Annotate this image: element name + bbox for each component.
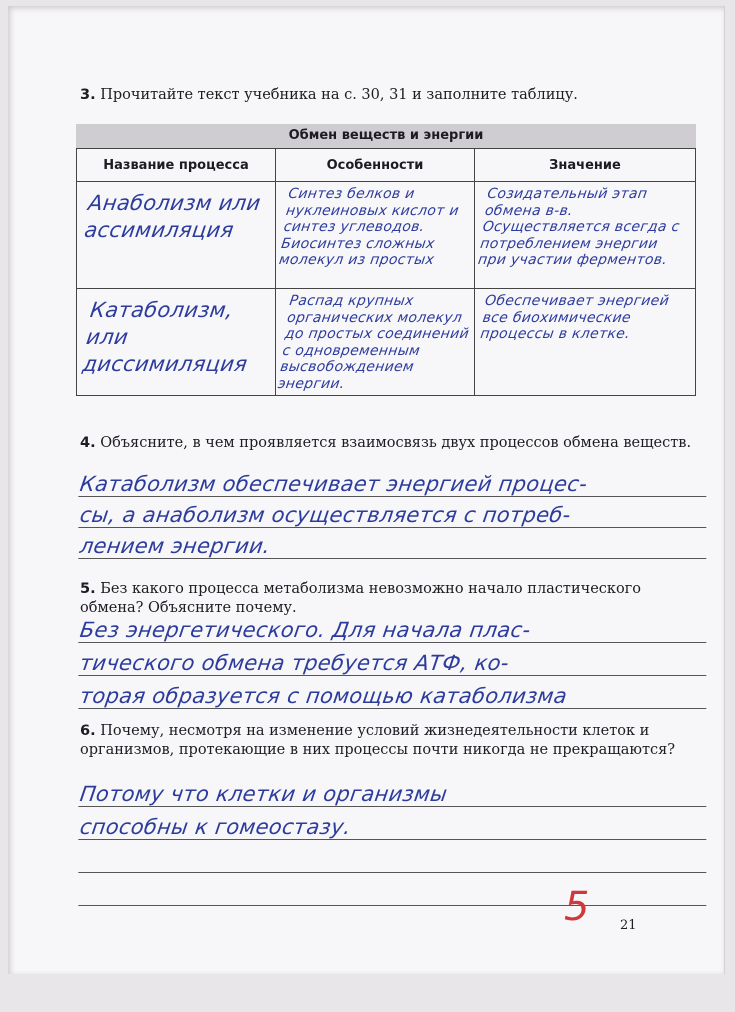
cell-process-name [77, 182, 276, 289]
task-5 [80, 580, 700, 618]
task-5-number: 5. [80, 581, 96, 597]
handwritten-answer: Катаболизм, или диссимиляция [81, 298, 250, 376]
task-3 [80, 86, 700, 105]
page-number: 21 [620, 918, 637, 933]
task-6-text: Почему, несмотря на изменение условий жизнедеятельности клеток и организмов, протекающие в них процессы почти никогда не прекращаются? [80, 723, 676, 758]
task-6-answer [80, 782, 708, 906]
answer-line: Потому что клетки и организмы [78, 782, 710, 807]
answer-line: способны к гомеостазу. [78, 815, 710, 840]
cell-meaning [475, 289, 696, 396]
answer-line [78, 848, 710, 873]
answer-line: торая образуется с помощью катаболизма [78, 684, 710, 709]
header-features: Особенности [276, 149, 475, 182]
task-4-number: 4. [80, 435, 96, 451]
task-3-text: Прочитайте текст учебника на с. 30, 31 и заполните таблицу. [100, 87, 578, 103]
table-row [77, 182, 696, 289]
answer-line: сы, а анаболизм осуществляется с потреб- [78, 503, 710, 528]
task-3-number: 3. [80, 87, 96, 103]
task-5-text: Без какого процесса метаболизма невозможно начало пластического обмена? Объясните почему. [80, 581, 642, 616]
handwritten-answer: Распад крупных органических молекул до простых соединений с одновременным высвобождением энергии. [276, 293, 471, 392]
answer-line: Без энергетического. Для начала плас- [78, 618, 710, 643]
handwritten-answer: Анаболизм или ассимиляция [82, 191, 263, 242]
task-4-answer [80, 472, 708, 559]
answer-line: тического обмена требуется АТФ, ко- [78, 651, 710, 676]
cell-process-name [77, 289, 276, 396]
workbook-page [8, 6, 725, 974]
teacher-grade: 5 [564, 884, 590, 930]
header-process-name: Название процесса [77, 149, 276, 182]
answer-line: лением энергии. [78, 534, 710, 559]
cell-features [276, 182, 475, 289]
header-meaning: Значение [475, 149, 696, 182]
cell-features [276, 289, 475, 396]
handwritten-answer: Созидательный этап обмена в-в. Осуществляется всегда с потреблением энергии при участии ферментов. [476, 186, 681, 268]
handwritten-answer: Синтез белков и нуклеиновых кислот и синтез углеводов. Биосинтез сложных молекул из простых [277, 186, 460, 268]
answer-line [78, 881, 710, 906]
task-6 [80, 722, 700, 760]
table-row [77, 289, 696, 396]
task-6-number: 6. [80, 723, 96, 739]
task-4 [80, 434, 700, 453]
handwritten-answer: Обеспечивает энергией все биохимические процессы в клетке. [479, 293, 671, 342]
process-table [76, 124, 696, 396]
task-4-text: Объясните, в чем проявляется взаимосвязь двух процессов обмена веществ. [100, 435, 692, 451]
task-5-answer [80, 618, 708, 709]
table-caption: Обмен веществ и энергии [76, 124, 696, 148]
answer-line: Катаболизм обеспечивает энергией процес- [78, 472, 710, 497]
table [76, 148, 696, 396]
cell-meaning [475, 182, 696, 289]
